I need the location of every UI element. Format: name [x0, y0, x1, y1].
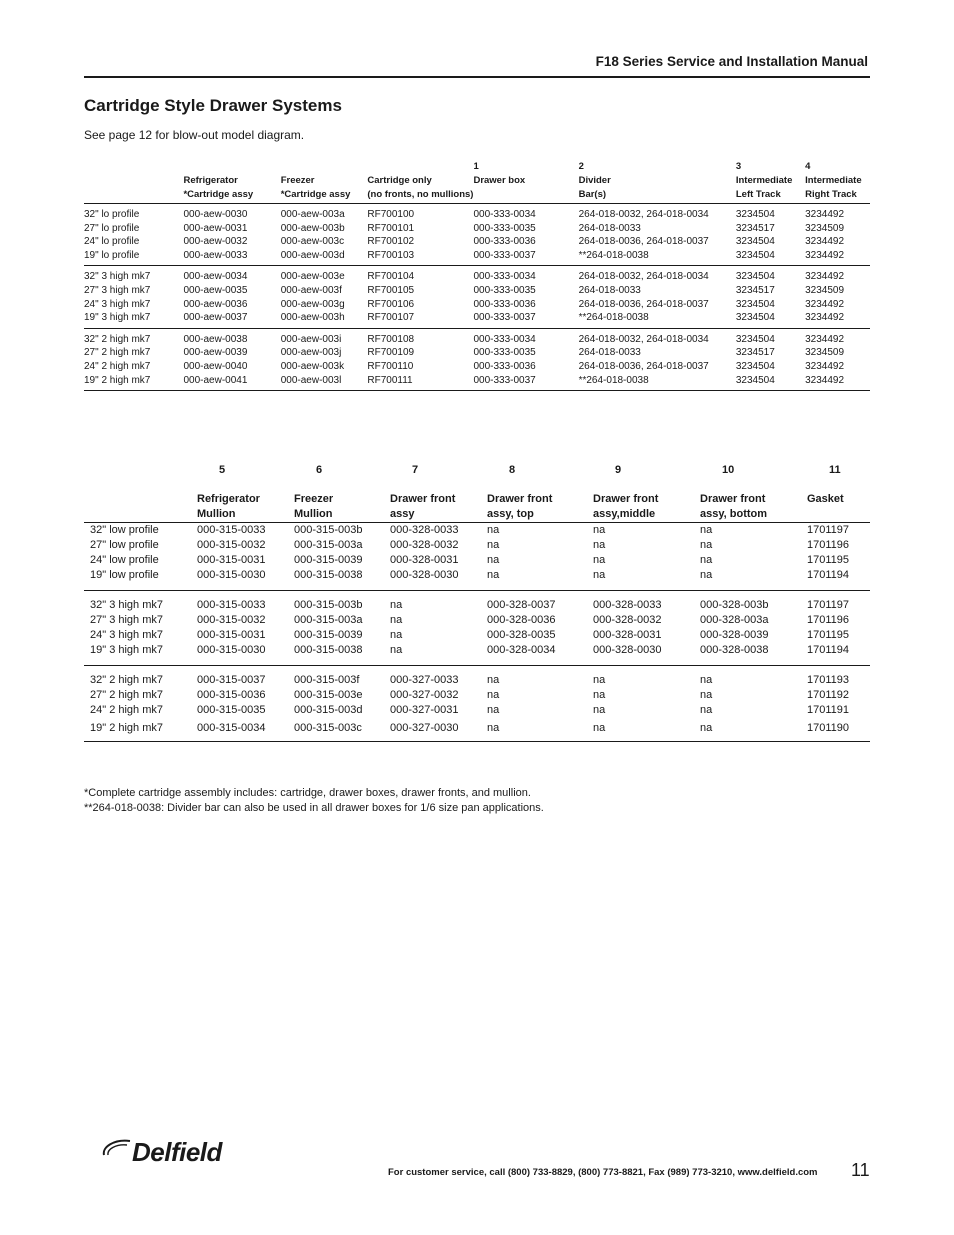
- table-cell: na: [593, 704, 606, 716]
- table-cell: 3234492: [805, 209, 845, 220]
- table-cell: 000-aew-003g: [280, 298, 345, 310]
- table-cell: 000-315-0033: [197, 599, 266, 611]
- table-cell: 000-315-003f: [294, 674, 360, 686]
- column-header: assy, top: [487, 507, 593, 523]
- table-cell: na: [700, 689, 713, 701]
- table-cell: 24" lo profile: [84, 236, 140, 248]
- table-row: [84, 284, 870, 298]
- table-cell: 000-315-0032: [197, 539, 266, 551]
- column-number: 4: [805, 161, 811, 172]
- table-cell: na: [593, 568, 700, 591]
- table-cell: na: [700, 568, 807, 591]
- table2-header: [84, 463, 870, 523]
- table-cell: 000-333-0035: [473, 347, 536, 359]
- table-cell: 1701194: [807, 643, 870, 666]
- table-cell: 000-aew-0031: [183, 222, 248, 234]
- table-cell: 000-aew-003l: [281, 374, 368, 391]
- table-cell: na: [487, 539, 500, 551]
- footnote-divider-bar: **264-018-0038: Divider bar can also be used in all drawer boxes for 1/6 size pan applications.: [84, 801, 544, 814]
- column-header: Mullion: [197, 507, 294, 523]
- table1-group-3-high: [84, 266, 870, 328]
- table-cell: na: [487, 718, 593, 742]
- table-cell: 264-018-0033: [578, 222, 641, 234]
- table-cell: 19" 2 high mk7: [84, 374, 183, 391]
- column-header: *Cartridge assy: [183, 188, 280, 204]
- table-cell: na: [390, 599, 403, 611]
- table-cell: 000-328-0033: [593, 599, 662, 611]
- table-cell: RF700103: [367, 249, 473, 266]
- table-cell: 19" 3 high mk7: [84, 643, 197, 666]
- table-cell: 000-328-0035: [487, 629, 556, 641]
- table-cell: na: [593, 539, 606, 551]
- table-row: [84, 204, 870, 222]
- table-cell: 000-328-0032: [593, 614, 662, 626]
- table-cell: 000-315-0039: [294, 554, 363, 566]
- header-row: [84, 174, 870, 188]
- table-cell: 3234504: [735, 298, 775, 310]
- table-row: [84, 591, 870, 614]
- table-row: [84, 266, 870, 284]
- table-cell: 000-aew-0033: [183, 249, 280, 266]
- table-cell: 3234504: [736, 374, 805, 391]
- table-row: [84, 523, 870, 539]
- table-cell: na: [487, 568, 593, 591]
- table-cell: 32" 2 high mk7: [84, 333, 151, 345]
- table-cell: 000-333-0035: [473, 284, 536, 296]
- delfield-logo: [102, 1137, 222, 1168]
- table-cell: 000-315-0034: [197, 718, 294, 742]
- table-cell: 264-018-0036, 264-018-0037: [578, 360, 709, 372]
- column-header: Gasket: [807, 493, 844, 505]
- column-header: Right Track: [805, 188, 870, 204]
- table-cell: 000-327-0033: [390, 674, 459, 686]
- table-cell: 000-315-0030: [197, 643, 294, 666]
- column-header: *Cartridge assy: [281, 188, 368, 204]
- table-cell: 1701193: [807, 674, 850, 686]
- table-cell: 24" 2 high mk7: [90, 704, 164, 716]
- table-cell: 000-aew-0034: [183, 271, 248, 283]
- table-cell: na: [593, 674, 606, 686]
- table-cell: na: [700, 704, 713, 716]
- column-header: Bar(s): [579, 188, 736, 204]
- table-row: [84, 235, 870, 249]
- table-row: [84, 249, 870, 266]
- column-number: 9: [615, 464, 622, 476]
- column-header: assy,middle: [593, 507, 700, 523]
- table-cell: 27" lo profile: [84, 222, 140, 234]
- table-cell: na: [593, 554, 606, 566]
- table-cell: 32" low profile: [90, 524, 159, 536]
- column-header: [84, 492, 197, 507]
- table-cell: 24" 3 high mk7: [84, 298, 151, 310]
- table-cell: 000-315-003b: [294, 599, 363, 611]
- table-cell: RF700102: [367, 236, 415, 248]
- table-cell: 000-aew-0041: [183, 374, 280, 391]
- header-row: [84, 463, 870, 492]
- table-row: [84, 374, 870, 391]
- table-row: [84, 222, 870, 236]
- table-cell: 3234492: [805, 298, 845, 310]
- table-cell: 3234517: [735, 347, 775, 359]
- table-cell: 264-018-0036, 264-018-0037: [578, 298, 709, 310]
- column-header: Left Track: [736, 188, 805, 204]
- column-number: 7: [412, 464, 419, 476]
- table-cell: 000-aew-003f: [280, 284, 342, 296]
- table-cell: 000-333-0034: [473, 271, 536, 283]
- table-cell: RF700105: [367, 284, 415, 296]
- table-cell: 32" 3 high mk7: [90, 599, 164, 611]
- table-cell: 000-328-0033: [390, 524, 459, 536]
- table-cell: 000-333-0034: [473, 209, 536, 220]
- column-header: Cartridge only: [367, 175, 432, 186]
- table-cell: 000-aew-0037: [183, 311, 280, 328]
- table-cell: 000-328-003b: [700, 599, 769, 611]
- table-row: [84, 628, 870, 643]
- table-cell: 000-aew-0030: [183, 209, 248, 220]
- table-cell: 3234509: [805, 284, 845, 296]
- table-cell: **264-018-0038: [579, 374, 736, 391]
- column-header: Divider: [578, 175, 611, 186]
- table-cell: 3234504: [736, 311, 805, 328]
- table-cell: 1701197: [807, 524, 850, 536]
- column-header: Intermediate: [805, 175, 862, 186]
- table-cell: 000-328-0031: [593, 629, 662, 641]
- table-cell: 000-315-0031: [197, 629, 266, 641]
- table-cell: 000-315-0030: [197, 568, 294, 591]
- table-row: [84, 703, 870, 718]
- column-header: Drawer front: [487, 493, 553, 505]
- table-cell: 3234492: [805, 271, 845, 283]
- column-number: 11: [829, 464, 841, 476]
- table-cell: 32" lo profile: [84, 209, 140, 220]
- table-cell: 3234517: [735, 284, 775, 296]
- table-cell: 1701195: [807, 554, 850, 566]
- table-cell: 000-aew-003h: [281, 311, 368, 328]
- cartridge-parts-table: [84, 160, 870, 391]
- table-cell: 264-018-0033: [578, 284, 641, 296]
- table-cell: 24" 2 high mk7: [84, 360, 151, 372]
- table-cell: 264-018-0032, 264-018-0034: [578, 209, 709, 220]
- table-cell: 24" low profile: [90, 554, 159, 566]
- table-cell: RF700110: [367, 360, 414, 372]
- table-cell: RF700107: [367, 311, 473, 328]
- column-header: [807, 507, 870, 523]
- table-cell: 32" 3 high mk7: [84, 271, 151, 283]
- table-cell: 000-333-0035: [473, 222, 536, 234]
- table-cell: 000-328-0031: [390, 554, 459, 566]
- header-row: [84, 507, 870, 523]
- table-cell: 000-315-0036: [197, 689, 266, 701]
- table-cell: 000-aew-003k: [280, 360, 345, 372]
- table-cell: 000-aew-0040: [183, 360, 248, 372]
- table-row: [84, 718, 870, 742]
- table-cell: 24" 3 high mk7: [90, 629, 164, 641]
- table-cell: 000-aew-0038: [183, 333, 248, 345]
- table1-group-lo-profile: [84, 204, 870, 266]
- table-row: [84, 613, 870, 628]
- column-header: Drawer front: [390, 493, 456, 505]
- column-header: Drawer front: [700, 493, 766, 505]
- table-cell: 000-327-0030: [390, 718, 487, 742]
- table-cell: 000-315-003d: [294, 704, 363, 716]
- column-header: Freezer: [294, 493, 334, 505]
- footnote-cartridge-assembly: *Complete cartridge assembly includes: cartridge, drawer boxes, drawer fronts, and mullion.: [84, 787, 531, 799]
- table-cell: 264-018-0032, 264-018-0034: [578, 271, 709, 283]
- table-cell: 000-333-0034: [473, 333, 536, 345]
- table-cell: 000-aew-003j: [280, 347, 342, 359]
- table-cell: 3234504: [736, 249, 805, 266]
- table-row: [84, 298, 870, 312]
- table-cell: na: [487, 674, 500, 686]
- table-row: [84, 688, 870, 703]
- table-cell: 3234509: [805, 222, 845, 234]
- table-cell: 3234492: [805, 333, 845, 345]
- column-number: [183, 160, 280, 174]
- table-cell: RF700106: [367, 298, 415, 310]
- logo-text: Delfield: [132, 1137, 222, 1167]
- table-cell: RF700109: [367, 347, 415, 359]
- table-cell: 000-328-0030: [593, 643, 700, 666]
- column-header: assy, bottom: [700, 507, 807, 523]
- table-cell: na: [390, 614, 403, 626]
- table-row: [84, 643, 870, 666]
- table-row: [84, 311, 870, 328]
- table-cell: 000-315-0038: [294, 643, 390, 666]
- table-cell: 000-aew-003b: [280, 222, 345, 234]
- table-cell: na: [487, 554, 500, 566]
- table-cell: 3234504: [735, 271, 775, 283]
- column-header: assy: [390, 507, 487, 523]
- table-cell: 1701191: [807, 704, 850, 716]
- table-cell: 000-328-0034: [487, 643, 593, 666]
- table-cell: 000-328-0030: [390, 568, 487, 591]
- column-header: Drawer front: [593, 493, 659, 505]
- table-cell: 000-315-003c: [294, 718, 390, 742]
- column-header: Refrigerator: [183, 175, 238, 186]
- header-rule: [84, 76, 870, 78]
- table-row: [84, 666, 870, 689]
- table-cell: na: [700, 554, 713, 566]
- table-cell: 000-aew-0035: [183, 284, 248, 296]
- table-cell: 000-aew-0039: [183, 347, 248, 359]
- header-title: F18 Series Service and Installation Manual: [595, 54, 868, 69]
- table-cell: 000-333-0036: [473, 360, 536, 372]
- table-cell: 3234504: [735, 236, 775, 248]
- column-number: [84, 160, 183, 174]
- table-cell: 000-315-0038: [294, 568, 390, 591]
- table-row: [84, 328, 870, 346]
- table-cell: 000-333-0036: [473, 298, 536, 310]
- table-cell: na: [487, 704, 500, 716]
- table-cell: na: [700, 718, 807, 742]
- column-header: Refrigerator: [197, 493, 260, 505]
- table2-group-3-high: [84, 591, 870, 666]
- table-cell: 3234504: [735, 360, 775, 372]
- table-cell: 000-aew-003c: [280, 236, 345, 248]
- header-row: [84, 492, 870, 507]
- table-cell: 32" 2 high mk7: [90, 674, 164, 686]
- footnotes: [84, 786, 544, 815]
- table-cell: 000-315-0037: [197, 674, 266, 686]
- table-cell: na: [390, 629, 403, 641]
- customer-service-contact: For customer service, call (800) 733-8829, (800) 773-8821, Fax (989) 773-3210, www.delfield.com: [388, 1167, 818, 1178]
- table-cell: **264-018-0038: [579, 311, 736, 328]
- table-cell: 27" 3 high mk7: [84, 284, 151, 296]
- table-cell: na: [700, 674, 713, 686]
- page-number: 11: [851, 1160, 870, 1180]
- table-cell: 000-333-0037: [473, 249, 578, 266]
- table-cell: 1701194: [807, 568, 870, 591]
- table-cell: 000-327-0032: [390, 689, 459, 701]
- table1-header: [84, 160, 870, 204]
- logo-swoosh-icon: [100, 1137, 134, 1159]
- header-row: [84, 160, 870, 174]
- table-cell: na: [700, 539, 713, 551]
- table-cell: 000-315-0032: [197, 614, 266, 626]
- table-row: [84, 553, 870, 568]
- table-cell: 000-aew-003i: [280, 333, 342, 345]
- table-cell: na: [390, 643, 487, 666]
- table-cell: 000-aew-0032: [183, 236, 248, 248]
- header-row: [84, 188, 870, 204]
- table-cell: 000-333-0037: [473, 374, 578, 391]
- column-header: [84, 174, 183, 188]
- table-cell: 1701196: [807, 539, 850, 551]
- table-cell: 3234492: [805, 249, 870, 266]
- column-header: (no fronts, no mullions): [367, 188, 473, 204]
- table-cell: 19" lo profile: [84, 249, 183, 266]
- table-cell: RF700108: [367, 333, 415, 345]
- table-cell: 000-315-003e: [294, 689, 363, 701]
- table-cell: 1701192: [807, 689, 850, 701]
- table-cell: 000-aew-003a: [280, 209, 345, 220]
- table-row: [84, 538, 870, 553]
- table-cell: 3234492: [805, 360, 845, 372]
- column-number: [281, 160, 368, 174]
- table-cell: na: [593, 718, 700, 742]
- column-header: [473, 188, 578, 204]
- column-number: 3: [735, 161, 742, 172]
- table-row: [84, 568, 870, 591]
- column-number: 1: [473, 161, 479, 172]
- table-cell: 000-333-0037: [473, 311, 578, 328]
- column-header: Freezer: [280, 175, 315, 186]
- table-cell: RF700104: [367, 271, 415, 283]
- table1-group-2-high: [84, 328, 870, 390]
- table-cell: RF700100: [367, 209, 415, 220]
- table-cell: 3234492: [805, 374, 870, 391]
- table-cell: 000-aew-003e: [280, 271, 345, 283]
- table-cell: 27" low profile: [90, 539, 159, 551]
- table-cell: 264-018-0036, 264-018-0037: [578, 236, 709, 248]
- table-cell: 27" 2 high mk7: [84, 347, 151, 359]
- table-cell: 27" 2 high mk7: [90, 689, 164, 701]
- table-cell: 000-333-0036: [473, 236, 536, 248]
- table-cell: 000-328-003a: [700, 614, 769, 626]
- table-cell: 3234509: [805, 347, 845, 359]
- table-cell: 19" 3 high mk7: [84, 311, 183, 328]
- table-cell: 1701196: [807, 614, 850, 626]
- drawer-front-parts-table: [84, 463, 870, 742]
- table-cell: na: [487, 524, 500, 536]
- table-cell: 1701197: [807, 599, 850, 611]
- table-cell: RF700111: [367, 374, 473, 391]
- column-header: [84, 188, 183, 204]
- table-cell: 000-328-0037: [487, 599, 556, 611]
- table-cell: 000-328-0039: [700, 629, 769, 641]
- table-cell: 000-315-0031: [197, 554, 266, 566]
- column-number: [367, 160, 473, 174]
- table-cell: 19" low profile: [84, 568, 197, 591]
- table-row: [84, 360, 870, 374]
- column-number: 6: [316, 464, 323, 476]
- table-cell: na: [700, 524, 713, 536]
- table-cell: RF700101: [367, 222, 415, 234]
- section-title: Cartridge Style Drawer Systems: [84, 96, 342, 115]
- table-cell: 3234492: [805, 311, 870, 328]
- column-number: 2: [578, 161, 584, 172]
- column-number: 8: [509, 464, 516, 476]
- column-header: Mullion: [294, 507, 390, 523]
- table-cell: 3234517: [735, 222, 775, 234]
- table-cell: na: [593, 524, 606, 536]
- table-cell: 000-315-003b: [294, 524, 363, 536]
- table-cell: 3234492: [805, 236, 845, 248]
- table-cell: na: [487, 689, 500, 701]
- table-cell: **264-018-0038: [579, 249, 736, 266]
- table-cell: 3234504: [735, 333, 775, 345]
- table-cell: 000-315-0035: [197, 704, 266, 716]
- intro-text: See page 12 for blow-out model diagram.: [84, 128, 305, 142]
- column-number: [84, 463, 197, 492]
- column-header: [84, 507, 197, 523]
- column-number: 5: [219, 464, 226, 476]
- table-cell: 19" 2 high mk7: [84, 718, 197, 742]
- table-cell: 264-018-0032, 264-018-0034: [578, 333, 709, 345]
- table-cell: 27" 3 high mk7: [90, 614, 164, 626]
- column-header: Intermediate: [735, 175, 793, 186]
- table-cell: na: [593, 689, 606, 701]
- table-cell: 000-315-0033: [197, 524, 266, 536]
- table-cell: 000-aew-003d: [281, 249, 368, 266]
- table-cell: 000-315-0039: [294, 629, 363, 641]
- table-cell: 1701195: [807, 629, 850, 641]
- table2-group-2-high: [84, 666, 870, 742]
- table-cell: 000-328-0036: [487, 614, 556, 626]
- table-cell: 000-327-0031: [390, 704, 459, 716]
- column-header: Drawer box: [473, 175, 526, 186]
- table2-group-low-profile: [84, 523, 870, 591]
- column-number: 10: [722, 464, 735, 476]
- table-row: [84, 346, 870, 360]
- table-cell: 000-aew-0036: [183, 298, 248, 310]
- table-cell: 1701190: [807, 718, 870, 742]
- table-cell: 000-315-003a: [294, 539, 363, 551]
- table-cell: 264-018-0033: [578, 347, 641, 359]
- table-cell: 3234504: [735, 209, 775, 220]
- table-cell: 000-315-003a: [294, 614, 363, 626]
- table-cell: 000-328-0038: [700, 643, 807, 666]
- table-cell: 000-328-0032: [390, 539, 459, 551]
